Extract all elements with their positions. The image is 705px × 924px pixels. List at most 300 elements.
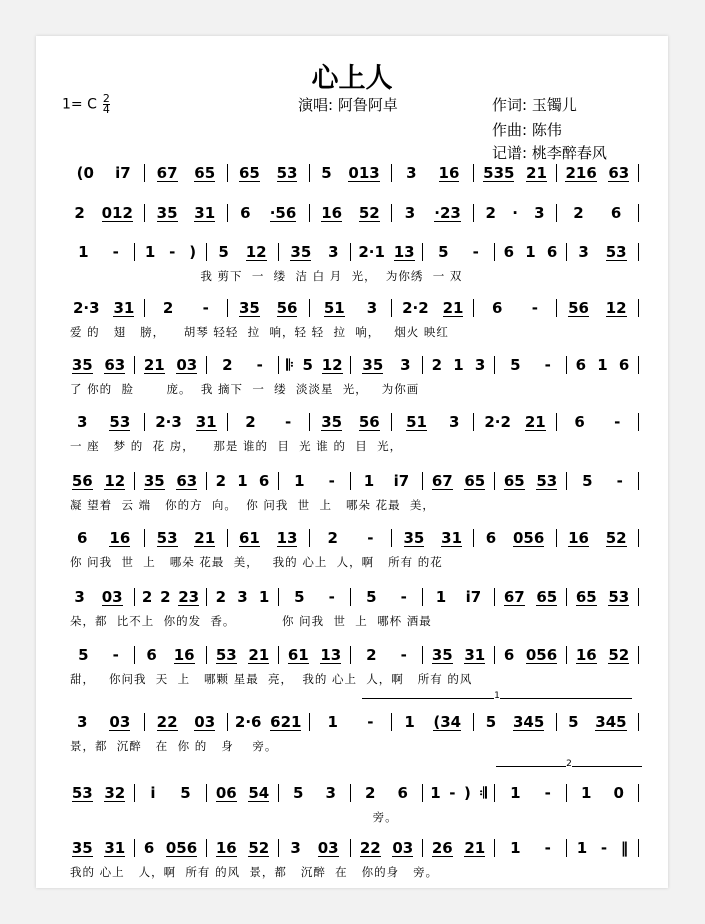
measure <box>354 646 419 664</box>
barline <box>227 713 228 731</box>
note-group: - <box>544 784 551 802</box>
note-group: 5 <box>568 713 579 731</box>
measure <box>66 646 131 664</box>
score-system <box>66 782 642 824</box>
note-group: - <box>256 356 263 374</box>
note-group: 26 <box>431 838 453 857</box>
key-text: 1= C <box>62 96 97 113</box>
note-group: 03 <box>392 838 414 857</box>
note-group: 6 <box>397 784 408 802</box>
note-group: 2 <box>573 204 584 222</box>
measure <box>477 204 552 222</box>
barline <box>494 646 495 664</box>
note-group: 216 <box>565 163 597 182</box>
note-group: 56 <box>568 298 589 317</box>
note-group: 56 <box>71 471 93 490</box>
barline <box>206 588 207 606</box>
barline <box>638 713 639 731</box>
barline <box>309 413 310 431</box>
barline <box>278 472 279 490</box>
measure <box>231 713 306 731</box>
note-group: 1 <box>237 472 248 490</box>
note-group: 56 <box>276 298 298 317</box>
measure <box>148 530 223 547</box>
barline <box>566 839 567 857</box>
note-group: 35 <box>71 355 93 374</box>
notes-row <box>66 411 642 433</box>
note-group: 6 <box>610 204 622 222</box>
note-group: 67 <box>431 471 453 490</box>
note-group: - <box>284 413 292 431</box>
measure <box>395 299 470 317</box>
barline <box>566 472 567 490</box>
lyrics-row: 朵，都 比不上 你的发 香。 你 问我 世 上 哪杯 酒最 <box>70 614 432 628</box>
note-group: 2·6 <box>234 713 262 731</box>
lyrics-row: 你 问我 世 上 哪朵 花最 美， 我的 心上 人，啊 所有 的花 <box>70 555 443 569</box>
note-group: 12 <box>605 298 627 317</box>
note-group: 22 <box>359 838 381 857</box>
note-group: 3 <box>448 413 460 431</box>
note-group: 5 <box>180 784 191 802</box>
note-group: - <box>616 472 623 490</box>
note-group: 53 <box>71 783 93 802</box>
note-group: 5 <box>321 164 332 182</box>
barline <box>206 356 207 374</box>
barline <box>638 472 639 490</box>
barline <box>473 204 474 222</box>
barline <box>206 243 207 261</box>
measure <box>138 588 203 606</box>
measure <box>354 840 419 857</box>
measure <box>560 204 635 222</box>
note-group: 1 <box>144 243 156 261</box>
note-group: 2 <box>215 472 227 490</box>
note-group: 2 <box>365 784 376 802</box>
note-group: 5 <box>293 784 304 802</box>
measure <box>570 647 635 664</box>
volta-1-label: 1 <box>494 691 500 701</box>
barline <box>494 588 495 606</box>
note-group: 3 <box>406 164 417 182</box>
measure <box>498 589 563 606</box>
barline <box>350 472 351 490</box>
measure <box>138 243 203 261</box>
measure <box>570 472 635 490</box>
notes-row <box>66 202 642 224</box>
note-group: 52 <box>608 645 630 664</box>
barline <box>350 356 351 374</box>
note-group: 31 <box>464 645 486 664</box>
composer: 作曲: 陈伟 <box>492 121 562 139</box>
barline <box>144 204 145 222</box>
note-group: 53 <box>156 528 178 547</box>
note-group: 2 <box>215 588 227 606</box>
barline <box>473 164 474 182</box>
barline <box>422 839 423 857</box>
note-group: 52 <box>358 203 380 222</box>
barline <box>494 784 495 802</box>
note-group: 16 <box>438 163 460 182</box>
barline <box>391 413 392 431</box>
note-group: 1 <box>581 784 592 802</box>
note-group: 35 <box>156 203 178 222</box>
barline <box>391 529 392 547</box>
note-group: 3 <box>76 413 88 431</box>
note-group: i7 <box>115 164 131 182</box>
measure <box>313 164 388 182</box>
note-group: 2 <box>431 356 443 374</box>
barline <box>422 784 423 802</box>
measure <box>498 646 563 664</box>
barline <box>391 164 392 182</box>
measure <box>477 529 552 547</box>
barline <box>278 243 279 261</box>
note-group: 52 <box>248 838 270 857</box>
barline <box>350 243 351 261</box>
volta-1 <box>362 691 632 709</box>
note-group: 21 <box>464 838 486 857</box>
barline <box>566 646 567 664</box>
barline <box>134 784 135 802</box>
measure <box>282 839 347 857</box>
note-group: 2·1 <box>358 243 385 261</box>
note-group: ·56 <box>269 203 297 222</box>
note-group: 03 <box>176 355 198 374</box>
note-group: 6 <box>258 472 270 490</box>
note-group: 013 <box>348 163 380 182</box>
note-group: 2·3 <box>72 299 100 317</box>
note-group: ) <box>464 784 471 802</box>
note-group: 1 <box>510 839 521 857</box>
score-system <box>66 411 642 453</box>
note-group: 53 <box>109 412 131 431</box>
note-group: 13 <box>276 528 298 547</box>
measure <box>354 472 419 490</box>
note-group: 1 <box>453 356 464 374</box>
measure <box>477 413 552 431</box>
barline <box>638 243 639 261</box>
measure <box>66 785 131 802</box>
note-group: 056 <box>512 528 545 547</box>
measure <box>560 713 635 731</box>
measure <box>148 165 223 182</box>
notes-row <box>66 162 642 184</box>
note-group: 12 <box>321 355 343 374</box>
note-group: i7 <box>465 588 482 606</box>
barline <box>556 713 557 731</box>
note-group: 6 <box>503 646 515 664</box>
note-group: 03 <box>101 587 123 606</box>
measure <box>66 413 141 431</box>
note-group: 13 <box>393 242 415 261</box>
note-group: 03 <box>194 712 216 731</box>
barline <box>278 356 279 374</box>
note-group: 52 <box>605 528 627 547</box>
note-group: (0 <box>76 164 94 182</box>
measure <box>426 840 491 857</box>
lyrics-row: 一 座 梦 的 花 房， 那是 谁的 目 光 谁 的 目 光， <box>70 439 403 453</box>
barline <box>309 529 310 547</box>
note-group: 3 <box>290 839 301 857</box>
note-group: 21 <box>524 412 546 431</box>
score-system <box>66 241 642 283</box>
note-group: 16 <box>215 838 237 857</box>
barline <box>144 299 145 317</box>
note-group: ·23 <box>434 203 461 222</box>
measure <box>210 588 275 606</box>
measure <box>66 299 141 317</box>
measure <box>498 784 563 802</box>
barline <box>309 713 310 731</box>
measure <box>138 357 203 374</box>
note-group: 13 <box>320 645 342 664</box>
note-group: 3 <box>237 588 248 606</box>
note-group: 2 <box>366 646 377 664</box>
measure <box>282 647 347 664</box>
note-group: 51 <box>406 412 427 431</box>
measure <box>66 713 141 731</box>
note-group: 6 <box>143 839 155 857</box>
note-group: 35 <box>403 528 425 547</box>
barline <box>422 356 423 374</box>
note-group: - <box>614 413 621 431</box>
note-group: 3 <box>328 243 339 261</box>
time-top: 2 <box>102 92 110 105</box>
barline <box>473 413 474 431</box>
note-group: i <box>150 784 156 802</box>
note-group: 21 <box>248 645 270 664</box>
note-group: 621 <box>270 712 302 731</box>
barline <box>206 472 207 490</box>
note-group: 06 <box>215 783 237 802</box>
lyrics-row: 甜， 你问我 天 上 哪颗 星最 亮， 我的 心上 人，啊 所有 的风 <box>70 672 473 686</box>
barline <box>309 204 310 222</box>
barline <box>556 164 557 182</box>
notes-row <box>66 586 642 608</box>
measure <box>570 784 635 802</box>
note-group: 1 <box>258 588 270 606</box>
notes-row <box>66 837 642 859</box>
note-group: 1 <box>597 356 608 374</box>
note-group: 5 <box>510 356 521 374</box>
barline <box>391 713 392 731</box>
note-group: 53 <box>215 645 237 664</box>
measure <box>66 840 131 857</box>
barline <box>227 299 228 317</box>
note-group: 65 <box>194 163 216 182</box>
note-group: 65 <box>575 587 597 606</box>
volta-2-label: 2 <box>566 759 572 769</box>
note-group: 35 <box>238 298 260 317</box>
measure <box>210 243 275 261</box>
barline <box>638 204 639 222</box>
note-group: 53 <box>276 163 298 182</box>
barline <box>566 588 567 606</box>
note-group: 1 <box>294 472 305 490</box>
note-group: 2 <box>222 356 233 374</box>
note-group: 22 <box>156 712 178 731</box>
note-group: 2 <box>141 588 153 606</box>
score-system <box>66 837 642 879</box>
notes-row <box>66 527 642 549</box>
measure <box>426 243 491 261</box>
measure <box>282 472 347 490</box>
note-group: - <box>400 646 407 664</box>
barline <box>134 356 135 374</box>
measure <box>66 529 141 547</box>
note-group: 16 <box>173 645 195 664</box>
barline <box>638 356 639 374</box>
barline <box>350 646 351 664</box>
measure <box>426 647 491 664</box>
note-group: - <box>367 713 374 731</box>
barline <box>134 839 135 857</box>
measure <box>282 243 347 261</box>
measure <box>354 784 419 802</box>
measure <box>210 472 275 490</box>
note-group: 12 <box>104 471 126 490</box>
note-group: 6 <box>618 356 630 374</box>
measure <box>560 165 635 182</box>
note-group: 1 <box>510 784 521 802</box>
note-group: 35 <box>290 242 312 261</box>
measure <box>138 473 203 490</box>
measure <box>477 165 552 182</box>
note-group: 3 <box>400 356 411 374</box>
note-group: - <box>169 243 176 261</box>
note-group: 3 <box>74 588 85 606</box>
note-group: 21 <box>194 528 216 547</box>
measure <box>231 530 306 547</box>
note-group: 6 <box>503 243 515 261</box>
barline <box>638 413 639 431</box>
note-group: 54 <box>248 783 270 802</box>
measure <box>313 713 388 731</box>
score-system <box>66 527 642 569</box>
measure <box>66 243 131 261</box>
barline <box>144 164 145 182</box>
note-group: 3 <box>76 713 88 731</box>
barline <box>134 588 135 606</box>
note-group: - <box>449 784 456 802</box>
note-group: 21 <box>526 163 547 182</box>
note-group: 53 <box>605 242 627 261</box>
note-group: 6 <box>574 413 585 431</box>
barline <box>350 588 351 606</box>
note-group: 1 <box>525 243 536 261</box>
barline <box>422 472 423 490</box>
note-group: 5 <box>438 243 449 261</box>
barline <box>309 164 310 182</box>
measure <box>66 204 141 222</box>
notes-row <box>66 354 642 376</box>
note-group: - <box>544 839 551 857</box>
measure <box>148 299 223 317</box>
barline <box>473 529 474 547</box>
measure <box>560 300 635 317</box>
barline <box>638 529 639 547</box>
measure <box>231 300 306 317</box>
measure <box>210 785 275 802</box>
barline <box>391 299 392 317</box>
note-group: 6 <box>76 529 88 547</box>
notes-row <box>66 644 642 666</box>
measure <box>66 357 131 374</box>
measure <box>498 473 563 490</box>
measure <box>148 714 223 731</box>
barline <box>278 646 279 664</box>
note-group: 2 <box>162 299 174 317</box>
barline <box>494 243 495 261</box>
note-group: 63 <box>104 355 126 374</box>
barline <box>422 588 423 606</box>
note-group: 6 <box>546 243 558 261</box>
barline <box>391 204 392 222</box>
note-group: 35 <box>71 838 93 857</box>
measure <box>313 529 388 547</box>
barline <box>494 356 495 374</box>
note-group: 31 <box>113 298 135 317</box>
measure <box>395 204 470 222</box>
barline <box>227 413 228 431</box>
measure <box>66 473 131 490</box>
measure <box>66 164 141 182</box>
notes-row <box>66 241 642 263</box>
lyrics-row: 爱 的 翅 膀， 胡琴 轻轻 拉 响，轻 轻 拉 响， 烟火 映红 <box>70 325 449 339</box>
note-group: 6 <box>146 646 157 664</box>
barline <box>638 784 639 802</box>
note-group: i7 <box>393 472 410 490</box>
note-group: 2 <box>160 588 171 606</box>
note-group: 3 <box>578 243 589 261</box>
barline <box>638 588 639 606</box>
score-system <box>66 470 642 512</box>
barline <box>309 299 310 317</box>
note-group: (34 <box>433 712 462 731</box>
note-group: 53 <box>536 471 558 490</box>
note-group: - <box>544 356 551 374</box>
note-group: 1 <box>430 784 441 802</box>
note-group: 35 <box>362 355 384 374</box>
measure <box>395 164 470 182</box>
note-group: 16 <box>109 528 131 547</box>
note-group: 𝄆 <box>286 356 294 374</box>
note-group: 2 <box>74 204 85 222</box>
barline <box>134 243 135 261</box>
note-group: 31 <box>194 203 216 222</box>
note-group: - <box>600 839 608 857</box>
note-group: 21 <box>442 298 464 317</box>
barline <box>638 646 639 664</box>
note-group: 2 <box>245 413 256 431</box>
note-group: 3 <box>474 356 486 374</box>
note-group: 5 <box>218 243 229 261</box>
note-group: 2 <box>327 529 338 547</box>
note-group: 35 <box>321 412 343 431</box>
barline <box>556 529 557 547</box>
note-group: - <box>328 588 335 606</box>
measure <box>282 588 347 606</box>
lyrics-row: 我 剪下 一 缕 洁 白 月 光， 为你绣 一 双 <box>70 269 463 283</box>
measure <box>354 243 419 261</box>
score-system <box>66 711 642 753</box>
note-group: 345 <box>512 712 545 731</box>
score-system <box>66 354 642 396</box>
note-group: - <box>531 299 539 317</box>
measure <box>138 839 203 857</box>
note-group: 53 <box>608 587 630 606</box>
score-system <box>66 202 642 230</box>
